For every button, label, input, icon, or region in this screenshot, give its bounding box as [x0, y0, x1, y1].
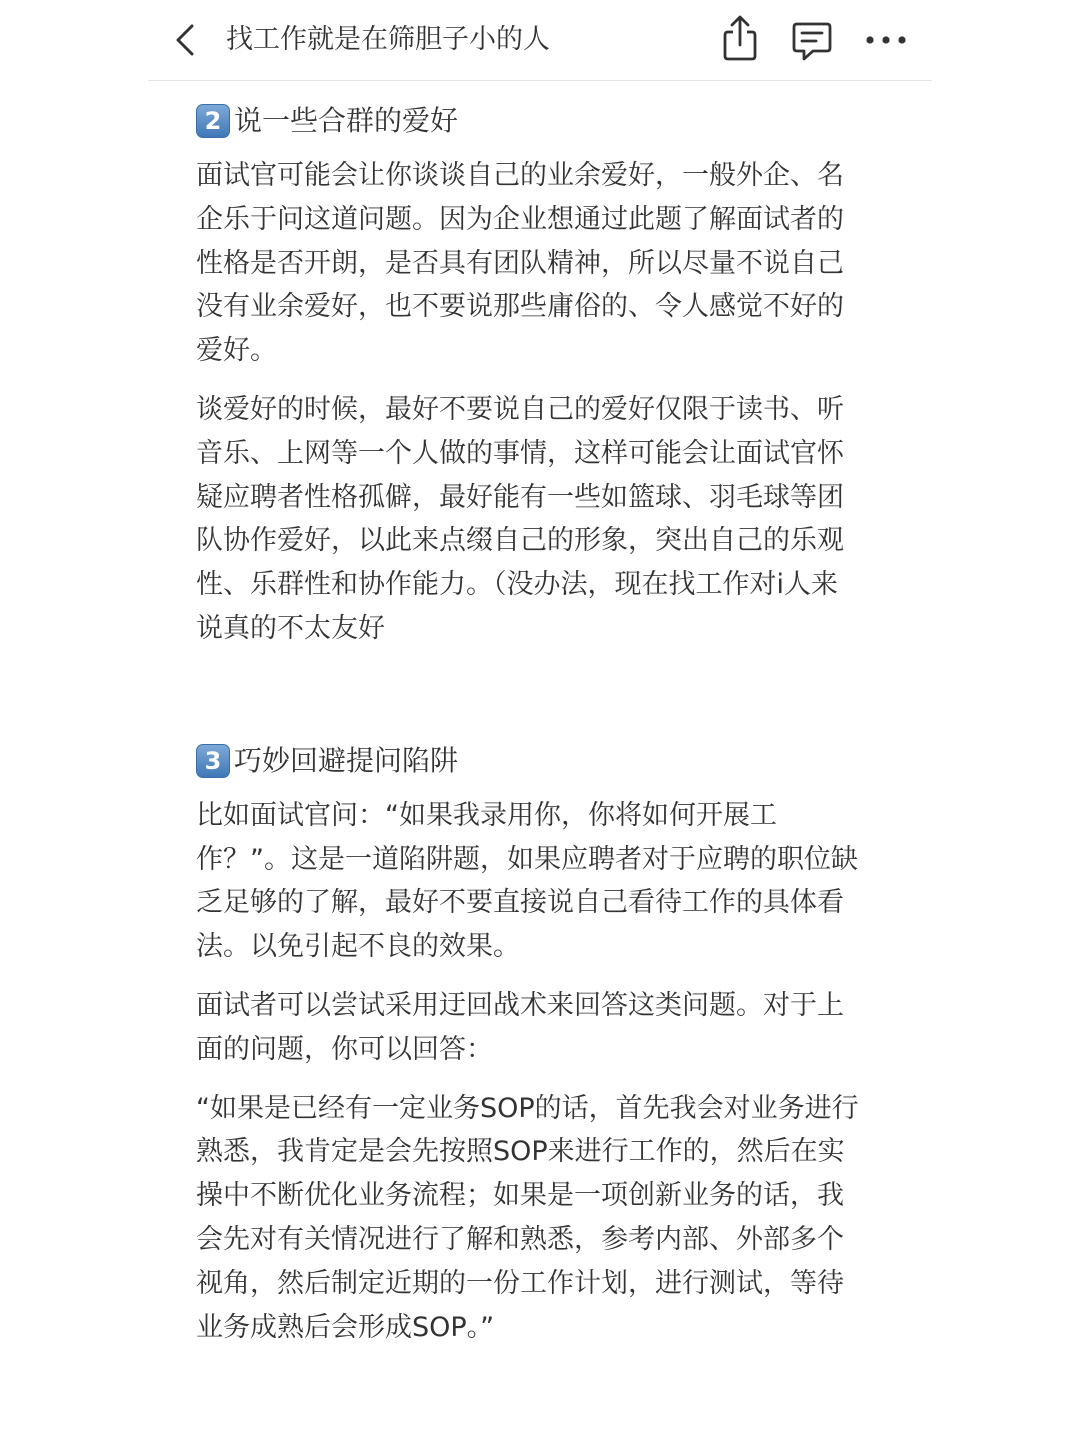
chevron-left-icon [168, 18, 204, 62]
paragraph: “如果是已经有一定业务SOP的话，首先我会对业务进行 熟悉，我肯定是会先按照SOP来进行工作的，然后在实 操中不断优化业务流程；如果是一项创新业务的话，我 会先对有关情况进行了解和熟悉，参考内部、外部多个 视角，然后制定近期的一份工作计划，进行测试，等待 业务成熟后会形成SOP。” [196, 1092, 859, 1343]
spacer [196, 666, 896, 738]
section-heading [196, 738, 896, 784]
paragraph: 面试官可能会让你谈谈自己的业余爱好，一般外企、名 企乐于问这道问题。因为企业想通过此题了解面试者的 性格是否开朗，是否具有团队精神，所以尽量不说自己 没有业余爱好，也不要说那些庸俗的、令人感觉不好的 爱好。 [196, 160, 844, 367]
share-button[interactable] [716, 12, 764, 66]
back-button[interactable] [168, 18, 204, 62]
page-title: 找工作就是在筛胆子小的人 [226, 24, 550, 55]
more-icon [860, 12, 912, 66]
paragraph: 面试者可以尝试采用迂回战术来回答这类问题。对于上 面的问题，你可以回答： [196, 989, 844, 1065]
paragraph: 比如面试官问：“如果我录用你，你将如何开展工 作？”。这是一道陷阱题，如果应聘者对于应聘的职位缺 乏足够的了解，最好不要直接说自己看待工作的具体看 法。以免引起不良的效果。 [196, 799, 858, 963]
section-heading [196, 98, 896, 144]
note-content [196, 98, 896, 1364]
section-hobbies [196, 98, 896, 651]
section-heading-text: 巧妙回避提问陷阱 [234, 743, 459, 777]
share-icon [716, 12, 764, 66]
comment-icon [788, 12, 836, 66]
section-avoid-traps [196, 738, 896, 1350]
top-nav-bar [148, 0, 932, 81]
paragraph: 谈爱好的时候，最好不要说自己的爱好仅限于读书、听 音乐、上网等一个人做的事情，这样可能会让面试官怀 疑应聘者性格孤僻，最好能有一些如篮球、羽毛球等团 队协作爱好，以此来点缀自己的形象，突出自己的乐观 性、乐群性和协作能力。（没办法，现在找工作对i人来 说真的不太友好 [196, 393, 844, 644]
section-heading-text: 说一些合群的爱好 [234, 104, 459, 137]
number-2-badge: 2 [196, 104, 230, 138]
comment-button[interactable] [788, 12, 836, 66]
number-3-badge: 3 [196, 744, 230, 778]
more-button[interactable] [860, 12, 912, 66]
